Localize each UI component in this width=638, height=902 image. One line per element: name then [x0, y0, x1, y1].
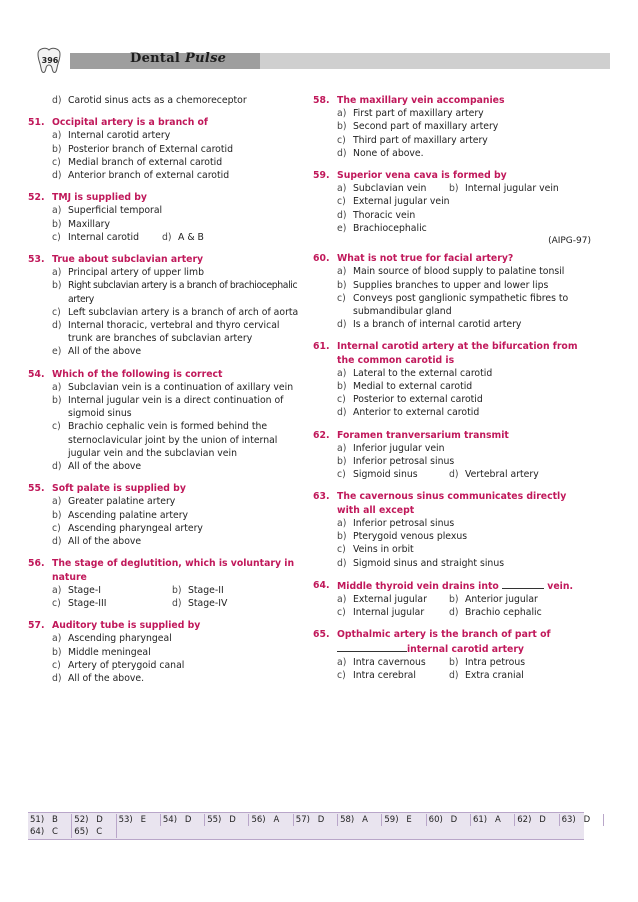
- answer-letter: E: [140, 815, 146, 825]
- question-stem: 57. Auditory tube is supplied by: [28, 620, 201, 632]
- question-stem: 59. Superior vena cava is formed by: [313, 170, 507, 182]
- answer-number: 59): [384, 815, 399, 825]
- answer-number: 54): [162, 815, 178, 825]
- answer-cell: [560, 814, 604, 826]
- answer-number: 58): [340, 815, 355, 825]
- answer-number: 63): [561, 815, 576, 825]
- option: d) None of above.: [337, 147, 424, 159]
- option: b) Inferior petrosal sinus: [337, 456, 455, 468]
- option: c) Medial branch of external carotid: [52, 156, 223, 168]
- answer-number: 57): [295, 815, 310, 825]
- option: d) Anterior to external carotid: [337, 407, 480, 419]
- question-56: [28, 557, 306, 610]
- answer-letter: D: [96, 815, 103, 825]
- option: b) Supplies branches to upper and lower lips: [337, 279, 549, 291]
- question-stem: 62. Foramen tranversarium transmit: [313, 429, 509, 441]
- option: a) First part of maxillary artery: [337, 108, 484, 120]
- question-58: [313, 94, 591, 160]
- option: b) Right subclavian artery is a branch of brachiocephalic artery: [52, 280, 298, 305]
- answer-cell: [28, 826, 72, 838]
- question-60: [313, 252, 591, 331]
- question-61: [313, 340, 591, 419]
- option: b) Maxillary: [52, 218, 110, 230]
- answer-cell: [72, 826, 116, 838]
- option: d) Is a branch of internal carotid artery: [337, 319, 522, 331]
- question-54: [28, 368, 306, 474]
- question-52: [28, 191, 306, 244]
- option-pair: c) Intra cerebral d) Extra cranial: [337, 669, 524, 681]
- option: a) Greater palatine artery: [52, 496, 176, 508]
- option: d) Carotid sinus acts as a chemoreceptor: [52, 95, 247, 106]
- option: d) Anterior branch of external carotid: [52, 170, 230, 182]
- page-number: 396: [41, 56, 59, 65]
- answer-number: 64): [30, 827, 45, 837]
- answer-cell: [117, 814, 161, 826]
- answer-number: 62): [517, 815, 532, 825]
- option: d) Internal thoracic, vertebral and thyro cervical trunk are branches of subclavian artery: [52, 320, 280, 345]
- option-pair: c) Internal jugular d) Brachio cephalic: [337, 607, 542, 619]
- answer-letter: B: [52, 815, 58, 825]
- option: c) Conveys post ganglionic sympathetic fibres to submandibular gland: [337, 292, 569, 318]
- question-59: [313, 169, 591, 248]
- answer-cell: [382, 814, 426, 826]
- question-53: [28, 253, 306, 359]
- option: a) Inferior jugular vein: [337, 442, 445, 454]
- answer-number: 61): [472, 815, 488, 825]
- question-55: [28, 482, 306, 548]
- option: c) Left subclavian artery is a branch of arch of aorta: [52, 306, 299, 318]
- answer-cell: [471, 814, 515, 826]
- option: a) Principal artery of upper limb: [52, 267, 204, 279]
- answer-cell: [205, 814, 249, 826]
- option: c) Veins in orbit: [337, 544, 414, 556]
- answer-letter: D: [184, 815, 192, 825]
- fill-blank: [502, 579, 544, 589]
- answer-number: 52): [74, 815, 89, 825]
- option-pair: a) Intra cavernous b) Intra petrous: [337, 656, 526, 668]
- question-65: [313, 628, 591, 682]
- option: b) Second part of maxillary artery: [337, 121, 499, 133]
- book-title: Dental Pulse: [130, 51, 227, 66]
- answer-letter: D: [450, 815, 458, 825]
- answer-letter: A: [362, 815, 368, 825]
- option-pair: a) External jugular b) Anterior jugular: [337, 593, 538, 605]
- option: c) Third part of maxillary artery: [337, 134, 488, 146]
- question-stem: 53. True about subclavian artery: [28, 254, 204, 266]
- question-51: [28, 116, 306, 182]
- answer-letter: D: [229, 815, 236, 825]
- question-stem: 60. What is not true for facial artery?: [313, 253, 514, 265]
- option-pair: c) Sigmoid sinus d) Vertebral artery: [337, 469, 539, 481]
- answer-cell: [427, 814, 471, 826]
- option: a) Inferior petrosal sinus: [337, 517, 455, 529]
- option: c) Artery of pterygoid canal: [52, 659, 185, 671]
- option: a) Main source of blood supply to palatine tonsil: [337, 266, 565, 278]
- option: d) All of the above: [52, 536, 142, 548]
- option: c) Ascending pharyngeal artery: [52, 522, 203, 534]
- option: a) Ascending pharyngeal: [52, 633, 172, 645]
- answer-cell: [72, 814, 116, 826]
- question-50-tail: [28, 94, 306, 107]
- option: c) External jugular vein: [337, 196, 450, 208]
- answer-letter: D: [539, 815, 546, 825]
- option: b) Posterior branch of External carotid: [52, 143, 234, 155]
- answer-letter: D: [317, 815, 325, 825]
- answer-number: 53): [118, 815, 133, 825]
- answer-cell: [515, 814, 559, 826]
- answer-cell: [338, 814, 382, 826]
- question-stem: 65. Opthalmic artery is the branch of part ofinternal carotid artery: [313, 629, 551, 655]
- answer-letter: D: [583, 815, 591, 825]
- answer-number: 56): [251, 815, 266, 825]
- question-57: [28, 619, 306, 685]
- answer-letter: C: [96, 827, 103, 837]
- question-stem: 51. Occipital artery is a branch of: [28, 117, 208, 129]
- option: d) All of the above.: [52, 672, 145, 684]
- question-stem: 52. TMJ is supplied by: [28, 192, 147, 204]
- question-64: [313, 579, 591, 620]
- option: d) All of the above: [52, 461, 142, 473]
- option: e) Brachiocephalic: [337, 222, 427, 234]
- option: b) Medial to external carotid: [337, 381, 473, 393]
- option: a) Internal carotid artery: [52, 130, 171, 142]
- answer-number: 51): [30, 815, 45, 825]
- answer-cell: [28, 814, 72, 826]
- answer-letter: A: [273, 815, 280, 825]
- option: a) Lateral to the external carotid: [337, 367, 493, 379]
- option: c) Brachio cephalic vein is formed behind the sternoclavicular joint by the union of internal jugular vein and the subclavian vein: [52, 421, 278, 459]
- question-stem: 58. The maxillary vein accompanies: [313, 95, 505, 106]
- option: b) Pterygoid venous plexus: [337, 531, 468, 543]
- question-stem: 55. Soft palate is supplied by: [28, 483, 186, 495]
- question-62: [313, 429, 591, 482]
- option: c) Posterior to external carotid: [337, 394, 483, 406]
- option: a) Superficial temporal: [52, 205, 163, 217]
- answer-number: 55): [207, 815, 222, 825]
- answer-number: 60): [428, 815, 443, 825]
- option: a) Subclavian vein is a continuation of axillary vein: [52, 381, 294, 393]
- question-stem: 64. Middle thyroid vein drains into vein.: [313, 579, 573, 592]
- option: e) All of the above: [52, 346, 142, 358]
- answer-key-row: [28, 826, 117, 838]
- answer-key: [28, 812, 591, 840]
- option-pair: a) Subclavian vein b) Internal jugular vein: [337, 183, 559, 195]
- question-stem: 61. Internal carotid artery at the bifurcation from the common carotid is: [313, 341, 578, 366]
- right-column: [313, 94, 591, 691]
- answer-letter: C: [52, 827, 58, 837]
- answer-number: 65): [74, 827, 89, 837]
- answer-key-row: [28, 814, 604, 826]
- option: b) Middle meningeal: [52, 646, 151, 658]
- question-stem: 56. The stage of deglutition, which is voluntary in nature: [28, 558, 295, 583]
- page-header: [30, 42, 610, 78]
- answer-cell: [249, 814, 293, 826]
- question-stem: 54. Which of the following is correct: [28, 368, 223, 380]
- option-pair: c) Internal carotid d) A & B: [52, 231, 204, 243]
- option: d) Thoracic vein: [337, 209, 416, 221]
- answer-letter: E: [406, 815, 412, 825]
- option: b) Ascending palatine artery: [52, 509, 189, 521]
- answer-cell: [294, 814, 338, 826]
- option-pair: c) Stage-III d) Stage-IV: [52, 597, 228, 609]
- answer-letter: A: [494, 815, 501, 825]
- left-column: [28, 94, 306, 694]
- exam-source-tag: (AIPG-97): [548, 236, 591, 247]
- question-63: [313, 490, 591, 569]
- answer-cell: [161, 814, 205, 826]
- fill-blank: [337, 642, 407, 652]
- option: b) Internal jugular vein is a direct continuation of sigmoid sinus: [52, 395, 284, 420]
- option-pair: a) Stage-I b) Stage-II: [52, 584, 224, 596]
- question-stem: 63. The cavernous sinus communicates directly with all except: [313, 491, 567, 516]
- option: d) Sigmoid sinus and straight sinus: [337, 557, 505, 569]
